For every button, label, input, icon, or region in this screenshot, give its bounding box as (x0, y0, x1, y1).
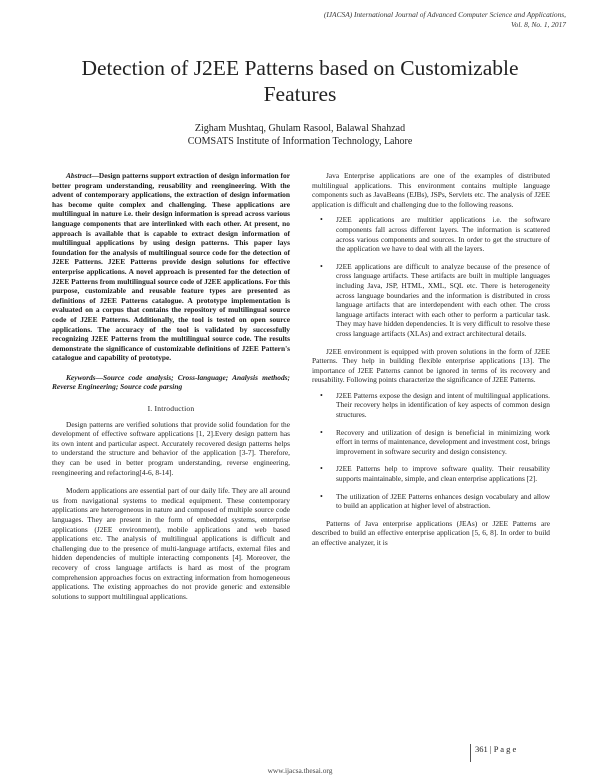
abstract (52, 171, 290, 363)
journal-header (324, 10, 566, 30)
bullet-icon: • (320, 491, 323, 501)
bullet-icon: • (320, 261, 323, 271)
right-paragraph-2: J2EE environment is equipped with proven solutions in the form of J2EE Patterns. They help in building flexible enterprise applications [13]. The importance of J2EE Patterns cannot be ignored in terms of its recovery and reusability. Following points characterize the significance of J2EE Patterns. (312, 346, 550, 385)
right-column (312, 171, 550, 548)
title-line-2: Features (263, 82, 337, 106)
list-item: • Recovery and utilization of design is beneficial in minimizing work effort in terms of maintenance, development and investment cost, brings improvement in software security and design consistency. (320, 427, 550, 456)
list-item: • J2EE Patterns help to improve software quality. Their reusability supports maintainable, simple, and clean enterprise applications [2]. (320, 464, 550, 484)
title-line-1: Detection of J2EE Patterns based on Customizable (81, 56, 519, 80)
left-column (52, 171, 290, 601)
affiliation: COMSATS Institute of Information Technology, Lahore (187, 136, 413, 147)
keywords: Keywords—Source code analysis; Cross-language; Analysis methods; Reverse Engineering; Source code parsing (52, 372, 290, 392)
intro-paragraph-2: Modern applications are essential part of our daily life. They are all around us from navigational systems to medical equipment. These contemporary applications are heterogeneous in nature and composed of multiple source code languages. They are present in the form of embedded systems, enterprise applications (J2EE environment), mobile applications and web based applications etc. The analysis of multilingual applications is difficult and challenging due to the presence of multi-language artifacts, external files and hidden dependencies of multiple interacting components [4]. Moreover, the recovery of cross language artifacts is hard as most of the program comprehension approaches focus on extracting information from homogeneous applications. The existing approaches do not provide generic and extensible solutions to support multilingual applications. (52, 486, 290, 601)
paper-title (40, 55, 560, 107)
bullet-icon: • (320, 390, 323, 400)
bullet-list-2 (312, 391, 550, 511)
bullet-icon: • (320, 215, 323, 225)
journal-volume: Vol. 8, No. 1, 2017 (510, 20, 566, 29)
right-paragraph-1: Java Enterprise applications are one of the examples of distributed multilingual applications. This environment contains multiple language components such as JavaBeans (EJBs), JSPs, Servlets etc. The analysis of J2EE application is difficult and challenging due to the following reasons. (312, 171, 550, 209)
intro-paragraph-1: Design patterns are verified solutions that provide solid foundation for the development of effective software applications [1, 2].Every design pattern has its own intent and particular aspect. Accurately recovered design patterns helps to understand the structure and behavior of the application [3-7]. Therefore, they can be used in better program understanding, reverse engineering, reengineering and refactoring[4-6, 8-14]. (52, 419, 290, 477)
list-item: • J2EE applications are multitier applications i.e. the software components fall across different layers. The information is scattered across various components and sources. In order to get the structure of the application we have to deal with all the layers. (320, 215, 550, 254)
section-heading-introduction: I. Introduction (147, 404, 195, 414)
page-number: 361 | P a g e (475, 744, 517, 754)
bullet-icon: • (320, 464, 323, 474)
list-item: • J2EE Patterns expose the design and intent of multilingual applications. Their recovery helps in identification of key aspects of common design structures. (320, 390, 550, 420)
right-paragraph-3: Patterns of Java enterprise applications (JEAs) or J2EE Patterns are described to build an effective enterprise application [5, 6, 8]. In order to build an effective analyzer, it is (312, 518, 550, 547)
authors: Zigham Mushtaq, Ghulam Rasool, Balawal Shahzad (194, 123, 406, 134)
journal-name: (IJACSA) International Journal of Advanced Computer Science and Applications, (323, 10, 566, 19)
journal-url[interactable]: www.ijacsa.thesai.org (267, 766, 333, 775)
list-item: • The utilization of J2EE Patterns enhances design vocabulary and allow to build an application at higher level of abstraction. (320, 491, 550, 511)
bullet-list-1 (312, 215, 550, 338)
abstract-text: Design patterns support extraction of design information for better program understanding, reusability and reengineering. With the advent of contemporary applications, the extraction of design information has become quite complex and challenging. These applications are multilingual in nature i.e. their design information is spread across various language components that are interlinked with each other. At present, no approach is available that is capable to extract design information of multilingual applications by using design patterns. This paper lays foundation for the analysis of multilingual source code for the detection of J2EE Patterns. J2EE Patterns provide design solutions for effective enterprise applications. A novel approach is presented for the detection of J2EE Patterns from multilingual source code of J2EE applications. For this purpose, customizable and reusable feature types are presented as definitions of J2EE Patterns catalogue. A prototype implementation is evaluated on a corpus that contains the repository of multilingual source code of J2EE Patterns. Additionally, the tool is tested on open source applications. The accuracy of the tool is validated by successfully recognizing J2EE Patterns from the multilingual source code. The results demonstrate the significance of customizable definitions of J2EE Pattern's catalogue and capability of prototype. (52, 171, 290, 363)
bullet-icon: • (320, 427, 323, 437)
list-item: • J2EE applications are difficult to analyze because of the presence of cross language artifacts. These artifacts are built in multiple languages including Java, JSP, HTML, XML, SQL etc. There is heterogeneity across language boundaries and the information is distributed in cross language artifacts that are interdependent with each other. The cross language artifacts interact with each other to perform a particular task. They may have hidden dependencies. It is very difficult to resolve these cross language artifacts (XLAs) and extract architectural details. (320, 261, 550, 338)
abstract-label: Abstract— (66, 171, 99, 180)
footer-divider (470, 744, 471, 762)
